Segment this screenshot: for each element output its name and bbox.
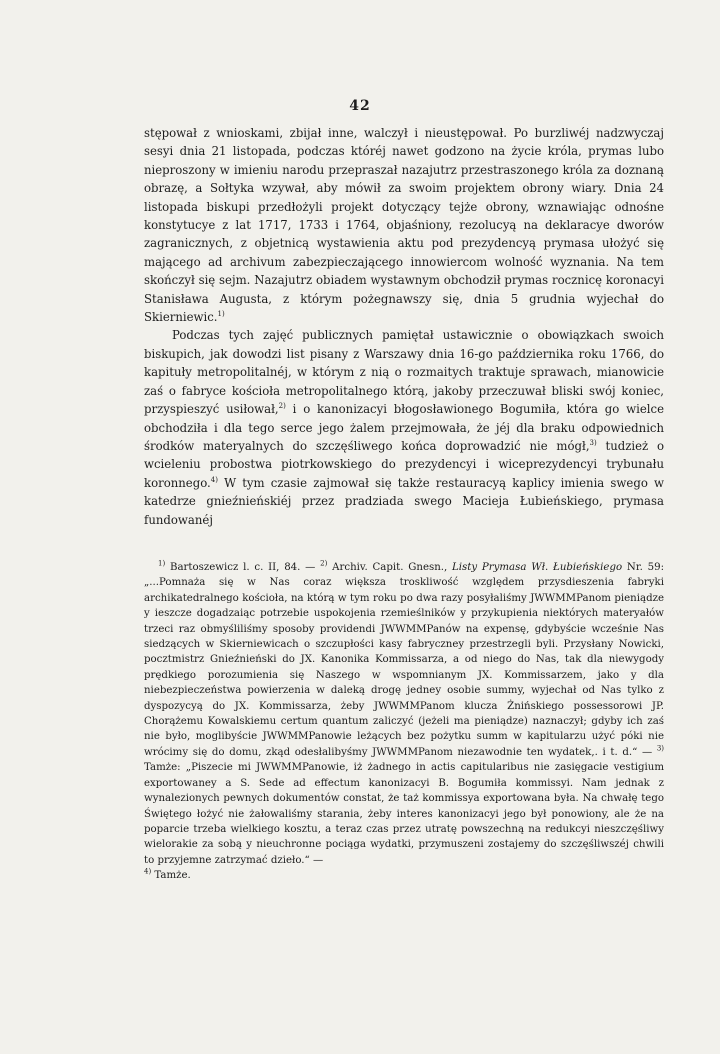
body-paragraph-2-part-4: W tym czasie zajmował się także restauracyą kaplicy imienia swego w katedrze gnieźnieńskiéj przez pradziada swego Macieja Łubieńskiego, prymasa fundowanéj [144,475,664,527]
body-paragraph-1 [144,124,664,326]
footnote-4 [144,868,664,883]
footnote-2-quote: Nr. 59: „...Pomnaża się w Nas coraz większa troskliwość względem przysdieszenia fabryki archikatedralnego kościoła, na którą w tym roku po dwa razy posyłaliśmy JWWMMPanom pieniądze y ieszcze dogadzaiąc potrzebie uspokojenia rzemieślników y przykupienia niektórych materyałów trzeci raz obmyśliliśmy sposoby providendi JWWMMPanów na expensę, gdybyście wcześnie Nas siedzących w Skierniewicach o szczupłości kasy fabryczney przestrzegli byli. Przysłany Nowicki, pocztmistrz Gnieźnieński do JX. Kanonika Kommissarza, a od niego do Nas, tak dla niewygody prędkiego porozumienia się Naszego w wspomnianym JX. Kommissarzem, jako y dla niebezpieczeństwa powierzenia w daleką drogę jedney osobie summy, wyjechał od Nas tylko z dyspozycyą do JX. Kommissarza, żeby JWWMMPanom klucza Żnińskiego possessorowi JP. Chorążemu Kowalskiemu certum quantum zaliczyć (jeżeli ma pieniądze) naznaczył; gdyby ich zaś nie było, moglibyście JWWMMPanowie leżących bez pożytku summ w kapitularzu użyć póki nie wrócimy się do domu, zkąd odesłalibyśmy JWWMMPanom niezawodnie ten wydatek,. i t. d.“ — [144,562,665,758]
footnote-2-source: Archiv. Capit. Gnesn., [327,562,453,573]
body-paragraph-2 [144,326,664,528]
footnote-1-text: Bartoszewicz l. c. II, 84. — [165,562,321,573]
body-paragraph-1-text: stępował z wnioskami, zbijał inne, walczył i nieustępował. Po burzliwéj nadzwyczaj sesyi dnia 21 listopada, podczas któréj nawet godzono na życie króla, prymas lubo nieproszony w imieniu narodu przepraszał nazajutrz przestraszonego króla za doznaną obrazę, a Sołtyka wzywał, aby mówił za swoim projektem obrony wiary. Dnia 24 listopada biskupi przedłożyli projekt dotyczący tejże obrony, wznawiając odnośne konstytucye z lat 1717, 1733 i 1764, objaśniony, rezolucyą na deklaracye dworów zagranicznych, z objetnicą wystawienia aktu pod prezydencyą prymasa ułożyć się mającego ad archivum zabezpieczającego innowiercom wolność wyznania. Na tem skończył się sejm. Nazajutrz obiadem wystawnym obchodził prymas rocznicę koronacyi Stanisława Augusta, z którym pożegnawszy się, dnia 5 grudnia wyjechał do Skierniewic. [144,126,664,325]
footnotes [144,560,664,884]
body-paragraph-2-part-2: i o kanonizacyi błogosławionego Bogumiła, która go wielce obchodziła i dla tego serce jego żalem przejmowała, że jéj dla braku odpowiednich środków materyalnych do szczęśliwego końca doprowadzić nie mógł, [144,402,664,453]
page-number: 42 [349,98,371,114]
main-text [144,124,664,529]
footnote-block [144,560,664,868]
footnote-2-marker: 2) [320,559,328,568]
body-paragraph-2-part-3: tudzież o wcieleniu probostwa piotrkowskiego do prezydencyi i wiceprezydencyi trybunału koronnego. [144,438,664,490]
footnote-ref-2: 2) [278,402,286,411]
footnote-ref-4: 4) [210,475,218,484]
footnote-1-marker: 1) [158,559,166,568]
footnote-3-text: Tamże: „Piszecie mi JWWMMPanowie, iż żadnego in actis capitularibus nie zasięgacie vestigium exportowaney a S. Sede ad effectum kanonizacyi B. Bogumiła kommissyi. Nam jednak z wynalezionych pewnych dokumentów constat, że taż kommissya exportowana była. Na chwałę tego Świętego łożyć nie żałowaliśmy starania, żeby interes kanonizacyi jego był ponowiony, ale że na poparcie trzeba wielkiego kosztu, a teraz czas przez utratę powszechną na redukcyi nieszczęśliwy wielorakie za sobą y nieuchronne pociąga wydatki, przymuszeni zostajemy do szczęśliwszéj chwili to przyjemne zatrzymać dzieło.“ — [144,762,664,866]
footnote-2-title: Listy Prymasa Wł. Łubieńskiego [452,562,623,573]
footnote-4-marker: 4) [144,867,152,876]
footnote-ref-3: 3) [589,439,597,448]
footnote-ref-1: 1) [217,310,225,319]
footnote-3-marker: 3) [656,744,664,753]
footnote-4-text: Tamże. [151,870,191,882]
body-paragraph-2-part-1: Podczas tych zajęć publicznych pamiętał ustawicznie o obowiązkach swoich biskupich, jak dowodzi list pisany z Warszawy dnia 16-go października roku 1766, do kapituły metropolitalnéj, w którym z nią o rozmaitych traktuje sprawach, mianowicie zaś o fabryce kościoła metropolitalnego którą, jakoby przeczuwał bliski swój koniec, przyspieszyć usiłował, [144,328,664,417]
